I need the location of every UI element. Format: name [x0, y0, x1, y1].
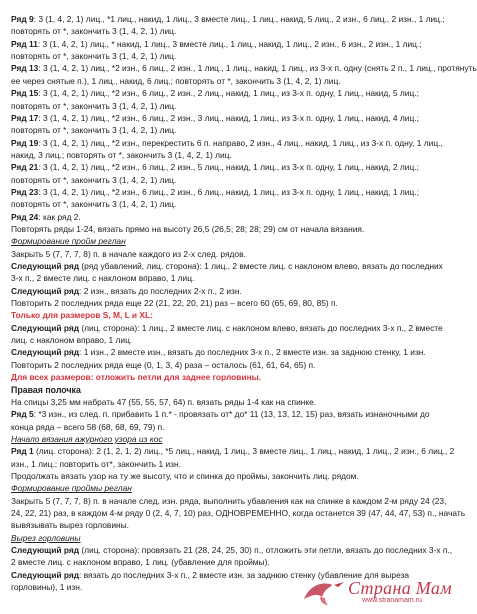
text-line	[11, 298, 434, 309]
text-line	[11, 175, 434, 186]
text-line	[11, 286, 434, 297]
text-line	[11, 63, 477, 74]
watermark-text: Страна Мам	[348, 578, 452, 598]
text-line	[11, 162, 434, 173]
row-label: Следующий ряд	[11, 285, 80, 296]
stork-icon	[300, 575, 348, 609]
text-line	[11, 14, 445, 25]
line-text: повторять от *, закончить 3 (1, 4, 2, 1) лиц.	[11, 174, 177, 185]
line-text: изн., 1 лиц.; повторить от*, закончить 1 изн.	[11, 458, 181, 469]
line-text: 3-х п., 2 вместе лиц. с наклоном вправо, 1 лиц.	[11, 273, 195, 284]
text-line	[11, 51, 434, 62]
line-text: : 3 (1, 4, 2, 1) лиц., *2 изн., 6 лиц., 2 изн., 3 лиц., накид, 1 лиц., из 3-х п. одну, 1 лиц., накид, 4 лиц.;	[38, 112, 419, 123]
line-text: повторять от *, закончить 3 (1, 4, 2, 1) лиц.	[11, 125, 177, 136]
line-text: : 3 (1, 4, 2, 1) лиц., *2 изн., 6 лиц., 2 изн., 6 лиц., накид, 1 лиц., из 3-х п. одну, 1 лиц., накид, 1 лиц.;	[38, 186, 419, 197]
row-label: Следующий ряд	[11, 545, 80, 555]
text-line	[11, 249, 434, 260]
watermark-url: www.stranamam.ru	[362, 597, 422, 604]
line-text: : как ряд 2.	[38, 211, 81, 222]
line-text: Начало вязания ажурного узора из кос	[11, 433, 163, 444]
text-line	[11, 397, 434, 408]
text-line	[11, 471, 434, 482]
text-line	[11, 533, 434, 544]
line-text: Правая полочка	[11, 384, 81, 395]
line-text: (лиц. сторона): 1 лиц., 2 вместе лиц. с наклоном влево, вязать до последних 3-х п., 2 вместе	[79, 322, 443, 333]
row-label: Ряд 5	[11, 409, 34, 420]
text-line	[11, 236, 434, 247]
line-text: На спицы 3,25 мм набрать 47 (55, 55, 57, 64) п. вязать ряды 1-4 как на спинке.	[11, 396, 317, 407]
row-label: Ряд 11	[11, 38, 38, 49]
line-text: Для всех размеров: отложить петли для заднее горловины.	[11, 372, 262, 383]
text-line	[11, 409, 434, 420]
text-line	[11, 385, 434, 396]
line-text: ее через снятые п.), 1 лиц., накид, 6 лиц.; повторять от *, закончить 3 (1, 4, 2, 1) лиц.	[11, 75, 341, 86]
line-text: Формирование проймы реглан	[11, 483, 132, 494]
text-line	[11, 495, 447, 507]
line-text: Продолжать вязать узор на ту же высоту, что и спинка до проймы, закончить лиц. рядом.	[11, 470, 359, 481]
row-label: Ряд 21	[11, 162, 39, 173]
text-line	[11, 434, 434, 445]
text-line	[11, 101, 434, 112]
row-label: Ряд 23	[11, 186, 39, 197]
text-line	[11, 545, 453, 556]
text-line	[11, 113, 434, 124]
text-line	[11, 422, 434, 433]
row-label: Следующий ряд	[11, 322, 80, 333]
line-text: Повторить 2 последних ряда еще (0, 1, 3, 4) раза – осталось (61, 61, 64, 65) п.	[11, 359, 316, 370]
text-line	[11, 459, 434, 470]
line-text: Формирование пройм реглан	[11, 236, 126, 247]
text-line	[11, 76, 434, 87]
line-text: Вырез горловины	[11, 532, 81, 543]
text-line	[11, 273, 434, 284]
line-text: : 2 изн., вязать до последних 2-х п., 2 изн.	[79, 285, 242, 296]
line-text: повторять от *, закончить 3 (1, 4, 2, 1) лиц.	[11, 199, 177, 210]
text-line	[11, 26, 434, 37]
line-text: Закрыть 5 (7, 7, 7, 8) п. в начале след. изн. ряда, выполнить убавления как на спинке в каждом 2-м ряду 24 (23,	[11, 495, 447, 506]
text-line	[11, 199, 434, 210]
line-text: : вязать до последних 3-х п., 2 вместе изн. за заднюю стенку (убавление для выреза	[79, 569, 410, 580]
line-text: 2 вместе лиц. с наклоном вправо, 1 лиц. (убавление для проймы).	[11, 557, 270, 568]
line-text: Повторить 2 последних ряда еще 22 (21, 22, 20, 21) раз – всего 60 (65, 69, 80, 85) п.	[11, 298, 338, 309]
row-label: Ряд 15	[11, 88, 39, 99]
line-text: повторять от *, закончить 3 (1, 4, 2, 1) лиц.	[11, 26, 177, 37]
line-text: повторять от *, закончить 3 (1, 4, 2, 1) лиц.	[11, 51, 177, 61]
line-text: (ряд убавлений, лиц. сторона): 1 лиц., 2 вместе лиц. с наклоном влево, вязать до последних	[79, 261, 443, 271]
line-text: вывязывать вырез горловины.	[11, 520, 129, 531]
text-line	[11, 212, 434, 223]
text-line	[11, 39, 434, 50]
text-line	[11, 137, 443, 149]
text-line	[11, 187, 434, 198]
text-line	[11, 322, 443, 334]
line-text: : 1 изн., 2 вместе изн., вязать до последних 3-х п., 2 вместе изн. за заднюю стенку, 1 изн.	[79, 347, 426, 358]
row-label: Следующий ряд	[11, 347, 80, 358]
row-label: Ряд 9	[11, 14, 34, 24]
line-text: (лиц. сторона): 2 (1, 2, 1, 2) лиц., *5 лиц., накид, 1 лиц., 3 вместе лиц., 1 лиц., накид, 1 лиц., 2 изн., 6 лиц., 2	[33, 446, 455, 457]
row-label: Ряд 19	[11, 137, 39, 148]
line-text: Повторять ряды 1-24, вязать прямо на высоту 26,5 (26,5; 28; 28; 29) см от начала вязания.	[11, 223, 365, 234]
watermark-logo	[300, 575, 452, 609]
row-label: Следующий ряд	[11, 569, 80, 580]
line-text: : 3 (1, 4, 2, 1) лиц., * накид, 1 лиц., 3 вместе лиц., 1 лиц., накид, 1 лиц., 2 изн., 6 изн., 2 изн., 1 лиц.;	[37, 38, 422, 49]
text-line	[11, 310, 434, 321]
line-text: (лиц. сторона): провязать 21 (28, 24, 25, 30) п., отложить эти петли, вязать до последних 3-х п.,	[79, 545, 453, 555]
text-line	[11, 446, 455, 457]
row-label: Ряд 17	[11, 112, 39, 123]
text-line	[11, 335, 434, 346]
text-line	[11, 483, 434, 494]
row-label: Ряд 13	[11, 63, 39, 74]
text-line	[11, 508, 466, 519]
line-text: повторять от *, закончить 3 (1, 4, 2, 1) лиц.	[11, 100, 177, 111]
line-text: 24, 22, 21) раз, в каждом 4-м ряду 0 (2, 4, 7, 10) раз, ОДНОВРЕМЕННО, когда останется 39 (47, 44, 47, 53) п., начать	[11, 508, 466, 518]
row-label: Ряд 1	[11, 446, 34, 457]
line-text: : *3 изн., из след. п. прибавить 1 п.* - провязать от* до* 11 (13, 13, 12, 15) раз, вязать изнаночными до	[33, 409, 430, 420]
text-line	[11, 372, 434, 383]
text-line	[11, 520, 434, 531]
line-text: горловины), 1 изн.	[11, 582, 83, 593]
text-line	[11, 125, 434, 136]
text-line	[11, 261, 443, 272]
line-text: : 3 (1, 4, 2, 1) лиц., *1 лиц., накид, 1 лиц., 3 вместе лиц., 1 лиц., накид, 5 лиц., 2 изн., 6 лиц., 2 изн., 1 лиц.;	[33, 14, 445, 24]
row-label: Ряд 24	[11, 211, 39, 222]
line-text: Закрыть 5 (7, 7, 7, 8) п. в начале каждого из 2-х след. рядов.	[11, 248, 246, 259]
line-text: : 3 (1, 4, 2, 1) лиц., *2 изн., 6 лиц., 2 изн., 1 лиц., 1 лиц., накид, 1 лиц., из 3-х п. одну (снять 2 п., 1 лиц., протянуть	[38, 63, 477, 74]
line-text: : 3 (1, 4, 2, 1) лиц., *2 изн., 6 лиц., 2 изн., 5 лиц., накид, 1 лиц., из 3-х п. одну, 1 лиц., накид, 2 лиц.;	[38, 162, 419, 173]
text-line	[11, 150, 434, 161]
line-text: Только для размеров S, M, L и XL:	[11, 310, 153, 321]
text-line	[11, 88, 434, 99]
text-line	[11, 347, 434, 358]
line-text: конца ряда – всего 58 (68, 68, 69, 79) п.	[11, 421, 165, 432]
line-text: накид, 3 лиц.; повторять от *, закончить 3 (1, 4, 2, 1) лиц.	[11, 149, 232, 160]
line-text: лиц. с наклоном вправо, 1 лиц.	[11, 335, 133, 346]
text-line	[11, 224, 434, 235]
text-line	[11, 557, 434, 568]
line-text: : 3 (1, 4, 2, 1) лиц., *2 изн., перекрестить 6 п. направо, 2 изн., 4 лиц., накид, 1 лиц., из 3-х п. одну, 1 лиц.,	[38, 137, 443, 148]
line-text: : 3 (1, 4, 2, 1) лиц., *2 изн., 6 лиц., 2 изн., 2 лиц., накид, 1 лиц., из 3-х п. одну, 1 лиц., накид, 5 лиц.;	[38, 88, 419, 99]
text-line	[11, 360, 434, 371]
row-label: Следующий ряд	[11, 261, 80, 271]
